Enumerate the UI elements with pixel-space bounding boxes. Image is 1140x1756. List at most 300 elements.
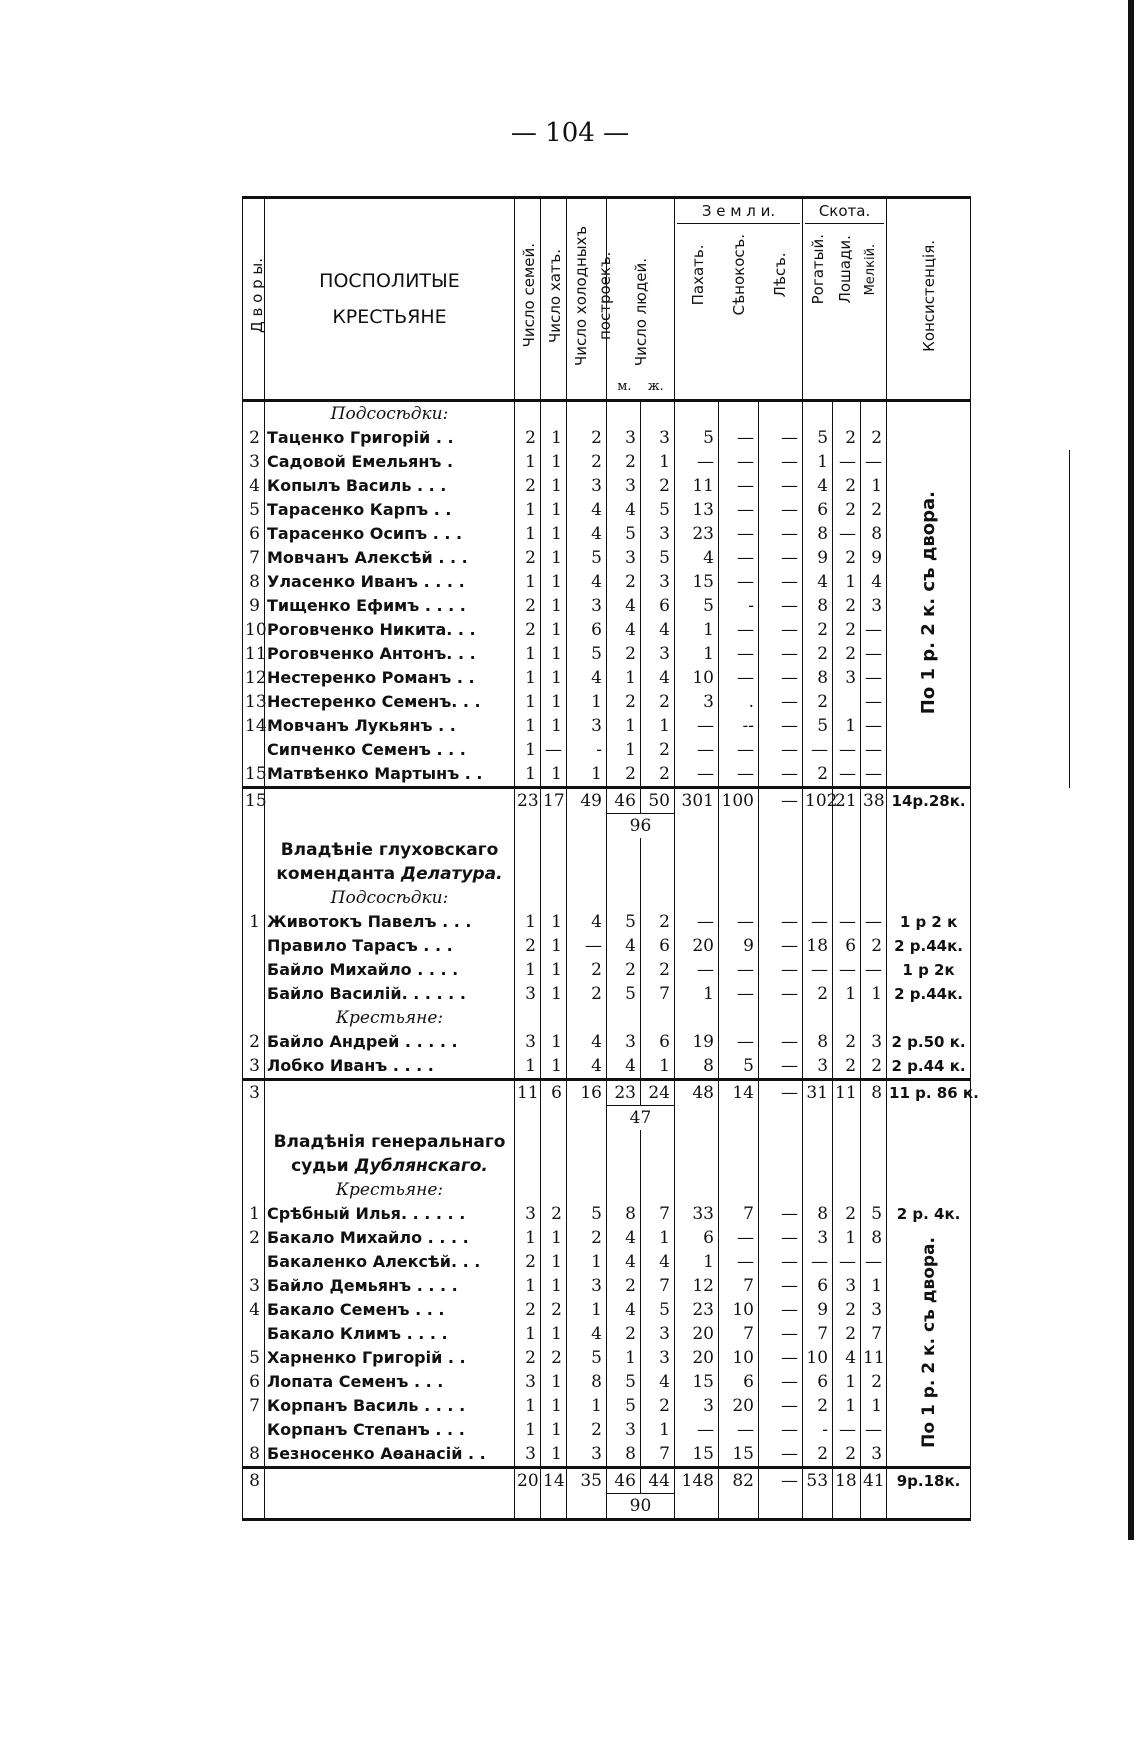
heading-cell: Владѣнія генеральнаго судьи Дублянскаго. [265,1130,515,1178]
empty-cell [675,1494,719,1520]
total-s: 20 [515,1468,541,1494]
value-m: 2 [607,450,641,474]
value-r: 3 [803,1226,833,1250]
value-p: 4 [567,1054,607,1080]
total-sum-row [243,1106,1070,1131]
value-le: — [759,1202,803,1226]
value-r: 5 [803,714,833,738]
value-le: — [759,642,803,666]
value-h: 1 [541,666,567,690]
dvory-number: 12 [243,666,265,690]
value-se: 7 [719,1322,759,1346]
empty-cell [567,1130,607,1178]
value-s: 2 [515,594,541,618]
value-h: 2 [541,1202,567,1226]
dvory-number: 1 [243,910,265,934]
value-zh: 3 [641,642,675,666]
value-me: 1 [861,1274,887,1298]
empty-cell [641,886,675,910]
value-s: 1 [515,498,541,522]
value-s: 2 [515,618,541,642]
empty-cell [541,1178,567,1202]
value-pa: 1 [675,642,719,666]
value-l: — [833,1418,861,1442]
value-h: 1 [541,498,567,522]
peasant-name: Уласенко Иванъ . . . . [265,570,515,594]
total-h: 17 [541,788,567,814]
value-se: — [719,910,759,934]
value-pa: 8 [675,1054,719,1080]
total-zh: 44 [641,1468,675,1494]
value-p: 4 [567,666,607,690]
peasant-name: Харненко Григорій . . [265,1346,515,1370]
value-me: — [861,618,887,642]
value-pa: 6 [675,1226,719,1250]
empty-cell [541,886,567,910]
empty-cell [641,1178,675,1202]
table-row [243,1202,1070,1226]
value-l [833,690,861,714]
heading-cell: Крестьяне: [265,1178,515,1202]
total-l: 21 [833,788,861,814]
empty-cell [675,886,719,910]
value-le: — [759,1418,803,1442]
value-s: 1 [515,714,541,738]
value-se: 5 [719,1054,759,1080]
value-p: 2 [567,426,607,450]
peasant-name: Нестеренко Романъ . . [265,666,515,690]
value-m: 3 [607,426,641,450]
empty-cell [541,1106,567,1131]
total-l: 18 [833,1468,861,1494]
value-zh: 6 [641,1030,675,1054]
empty-cell [803,1494,833,1520]
konsistencia-value [971,474,1070,498]
value-pa: — [675,1418,719,1442]
value-pa: 12 [675,1274,719,1298]
table-row [243,426,1070,450]
value-se: 20 [719,1394,759,1418]
empty-cell [641,1130,675,1178]
section-heading [243,838,1070,886]
value-se: — [719,570,759,594]
value-le: — [759,618,803,642]
peasant-name: Мовчанъ Алексѣй . . . [265,546,515,570]
value-pa: — [675,450,719,474]
total-konsistencia: 11 р. 86 к. [887,1080,971,1106]
value-p: 5 [567,1346,607,1370]
empty-cell [675,1006,719,1030]
dvory-number: 5 [243,498,265,522]
empty-cell [567,886,607,910]
konsistencia-value [971,618,1070,642]
value-r: 6 [803,498,833,522]
value-pa: 3 [675,1394,719,1418]
dvory-number: 8 [243,1442,265,1468]
konsistencia-value [971,498,1070,522]
value-m: 8 [607,1442,641,1468]
value-p: - [567,738,607,762]
value-pa: 10 [675,666,719,690]
value-r: 5 [803,426,833,450]
dvory-number: 15 [243,762,265,788]
value-zh: 4 [641,1370,675,1394]
value-le: — [759,426,803,450]
empty-cell [265,814,515,839]
value-h: 1 [541,690,567,714]
value-p: 2 [567,958,607,982]
value-m: 4 [607,1298,641,1322]
total-s: 23 [515,788,541,814]
value-zh: 2 [641,474,675,498]
peasant-name: Роговченко Никита. . . [265,618,515,642]
peasant-name: Тарасенко Карпъ . . [265,498,515,522]
value-h: 1 [541,910,567,934]
value-l: 2 [833,1322,861,1346]
value-le: — [759,934,803,958]
empty-cell [759,1494,803,1520]
value-zh: 1 [641,1054,675,1080]
section-subheading [243,886,1070,910]
value-me: 1 [861,1394,887,1418]
peasant-name: Бакаленко Алексѣй. . . [265,1250,515,1274]
value-p: 1 [567,690,607,714]
empty-cell [515,1106,541,1131]
value-pa: 15 [675,1370,719,1394]
value-le: — [759,450,803,474]
value-me: — [861,958,887,982]
value-zh: 1 [641,1226,675,1250]
empty-cell [803,838,833,886]
value-zh: 5 [641,1298,675,1322]
peasant-name: Правило Тарасъ . . . [265,934,515,958]
value-zh: 6 [641,594,675,618]
value-r: 6 [803,1274,833,1298]
peasant-name: Копылъ Василь . . . [265,474,515,498]
value-m: 2 [607,690,641,714]
value-p: 1 [567,1250,607,1274]
empty-cell [541,1130,567,1178]
value-se: — [719,738,759,762]
value-h: 1 [541,1274,567,1298]
value-h: 1 [541,642,567,666]
dvory-number: 4 [243,1298,265,1322]
value-pa: 23 [675,1298,719,1322]
value-me: — [861,666,887,690]
value-l: 1 [833,714,861,738]
value-l: — [833,522,861,546]
table-row [243,1226,1070,1250]
table-row [243,982,1070,1006]
value-se: — [719,1226,759,1250]
dvory-number [243,1418,265,1442]
peasant-name: Садовой Емельянъ . [265,450,515,474]
value-se: -- [719,714,759,738]
value-zh: 5 [641,498,675,522]
total-pa: 148 [675,1468,719,1494]
empty-cell [759,1130,803,1178]
value-s: 2 [515,546,541,570]
empty-cell [675,838,719,886]
value-le: — [759,570,803,594]
konsist-cell [887,401,971,427]
col-semei: Число семей. [515,198,541,401]
peasant-name: Байло Василій. . . . . . [265,982,515,1006]
total-sum-row [243,814,1070,839]
dvory-number: 2 [243,426,265,450]
value-me: 3 [861,594,887,618]
value-me: 2 [861,934,887,958]
value-le: — [759,522,803,546]
heading-cell: Владѣніе глуховскаго коменданта Делатура. [265,838,515,886]
value-s: 3 [515,1370,541,1394]
empty-cell [515,401,541,427]
value-m: 1 [607,714,641,738]
empty-cell [803,886,833,910]
header-row [243,198,1070,401]
konsistencia-value: 2 р. 4к. [887,1202,971,1226]
value-l: 3 [833,1274,861,1298]
value-me: 5 [861,1202,887,1226]
value-zh: 2 [641,1394,675,1418]
value-se: — [719,1030,759,1054]
empty-cell [541,838,567,886]
empty-cell [541,1006,567,1030]
konsist-cell [887,886,971,910]
people-sum: 90 [607,1494,675,1520]
value-r: 1 [803,450,833,474]
total-m: 46 [607,1468,641,1494]
value-le: — [759,982,803,1006]
value-le: — [759,1394,803,1418]
value-pa: 5 [675,426,719,450]
value-s: 1 [515,570,541,594]
value-r: — [803,958,833,982]
value-p: 5 [567,642,607,666]
empty-cell [861,401,887,427]
value-m: 2 [607,642,641,666]
value-le: — [759,1298,803,1322]
value-zh: 2 [641,958,675,982]
empty-cell [833,814,861,839]
value-se: — [719,450,759,474]
value-m: 5 [607,1370,641,1394]
value-h: 1 [541,1394,567,1418]
empty-cell [803,1130,833,1178]
value-me: 2 [861,1370,887,1394]
value-me: 7 [861,1322,887,1346]
value-h: 1 [541,1418,567,1442]
peasant-name: Нестеренко Семенъ. . . [265,690,515,714]
value-me: — [861,1250,887,1274]
value-zh: 5 [641,546,675,570]
dvory-number [243,982,265,1006]
value-me: — [861,714,887,738]
value-r: 2 [803,1442,833,1468]
value-l: 4 [833,1346,861,1370]
total-row [243,788,1070,814]
value-zh: 3 [641,1322,675,1346]
table-row [243,910,1070,934]
empty-cell [759,1006,803,1030]
total-row [243,1468,1070,1494]
value-me: — [861,1418,887,1442]
total-zh: 24 [641,1080,675,1106]
value-s: 2 [515,1298,541,1322]
value-l: 2 [833,1442,861,1468]
section-heading [243,1130,1070,1178]
value-zh: 7 [641,1274,675,1298]
konsist-cell [887,1130,971,1178]
empty-cell [861,1178,887,1202]
peasant-name: Животокъ Павелъ . . . [265,910,515,934]
empty-cell [675,401,719,427]
empty-cell [861,886,887,910]
value-l: 2 [833,1054,861,1080]
value-p: 4 [567,522,607,546]
total-m: 46 [607,788,641,814]
value-r: 8 [803,1030,833,1054]
col-lyudei: Число людей. м. ж. [607,198,675,401]
value-pa: 20 [675,934,719,958]
value-le: — [759,1274,803,1298]
value-l: 1 [833,982,861,1006]
value-p: 2 [567,1418,607,1442]
value-pa: — [675,738,719,762]
empty-cell [833,1106,861,1131]
value-le: — [759,1370,803,1394]
dvory-number: 7 [243,1394,265,1418]
empty-cell [607,1006,641,1030]
value-r: — [803,910,833,934]
value-s: 3 [515,1030,541,1054]
value-s: 3 [515,1442,541,1468]
empty-cell [515,886,541,910]
value-m: 2 [607,1274,641,1298]
value-s: 1 [515,450,541,474]
empty-cell [541,401,567,427]
value-le: — [759,666,803,690]
value-me: — [861,690,887,714]
dvory-number: 6 [243,1370,265,1394]
value-p: 1 [567,762,607,788]
peasant-name: Таценко Григорій . . [265,426,515,450]
empty-cell [675,814,719,839]
value-pa: 20 [675,1346,719,1370]
value-s: 1 [515,522,541,546]
konsistencia-value [971,450,1070,474]
value-h: 1 [541,426,567,450]
value-h: 1 [541,450,567,474]
total-r: 53 [803,1468,833,1494]
value-zh: 2 [641,738,675,762]
value-r: 2 [803,762,833,788]
col-hat: Число хатъ. [541,198,567,401]
empty-cell [719,838,759,886]
value-zh: 6 [641,934,675,958]
col-zemli: З е м л и. Пахать. Сѣнокосъ. Лѣсъ. [675,198,803,401]
empty-cell [607,838,641,886]
empty-cell [243,814,265,839]
empty-cell [803,814,833,839]
value-h: 1 [541,1322,567,1346]
peasant-name: Безносенко Аѳанасій . . [265,1442,515,1468]
konsist-cell [887,1178,971,1202]
value-s: 1 [515,1226,541,1250]
total-konsistencia: 14р.28к. [887,788,971,814]
konsistencia-value [971,546,1070,570]
value-r: 3 [803,1054,833,1080]
dvory-cell [243,1178,265,1202]
value-l: 1 [833,1226,861,1250]
empty-cell [887,1106,971,1131]
dvory-number: 2 [243,1030,265,1054]
empty-cell [243,1106,265,1131]
dvory-number: 6 [243,522,265,546]
empty-cell [887,1494,971,1520]
value-zh: 3 [641,522,675,546]
value-h: 1 [541,1370,567,1394]
value-p: 3 [567,474,607,498]
empty-cell [719,1130,759,1178]
empty-cell [833,1006,861,1030]
value-zh: 3 [641,1346,675,1370]
value-zh: 4 [641,666,675,690]
value-se: — [719,426,759,450]
value-le: — [759,474,803,498]
value-s: 1 [515,1054,541,1080]
value-s: 2 [515,474,541,498]
people-sum: 47 [607,1106,675,1131]
value-le: — [759,1054,803,1080]
value-se: — [719,642,759,666]
empty-cell [759,814,803,839]
value-s: 1 [515,1418,541,1442]
value-h: 1 [541,934,567,958]
total-le: — [759,1468,803,1494]
dvory-cell [243,1006,265,1030]
total-pa: 301 [675,788,719,814]
value-p: 1 [567,1298,607,1322]
empty-cell [803,1178,833,1202]
value-p: 6 [567,618,607,642]
empty-cell [759,886,803,910]
value-s: 1 [515,762,541,788]
total-dvory: 8 [243,1468,265,1494]
peasant-name: Бакало Семенъ . . . [265,1298,515,1322]
empty-cell [833,886,861,910]
value-me: 8 [861,1226,887,1250]
empty-cell [607,886,641,910]
peasant-name: Лопата Семенъ . . . [265,1370,515,1394]
value-p: 3 [567,594,607,618]
value-s: 1 [515,958,541,982]
value-l: 2 [833,1202,861,1226]
dvory-number: 2 [243,1226,265,1250]
value-p: 2 [567,450,607,474]
empty-cell [833,1178,861,1202]
empty-cell [265,1106,515,1131]
konsistencia-group: По 1 р. 2 к. съ двора. [887,1226,971,1468]
value-p: — [567,934,607,958]
empty-cell [861,1106,887,1131]
value-le: — [759,1442,803,1468]
value-l: 2 [833,546,861,570]
value-le: — [759,958,803,982]
value-zh: 2 [641,762,675,788]
peasant-name: Корпанъ Степанъ . . . [265,1418,515,1442]
empty-cell [719,1494,759,1520]
